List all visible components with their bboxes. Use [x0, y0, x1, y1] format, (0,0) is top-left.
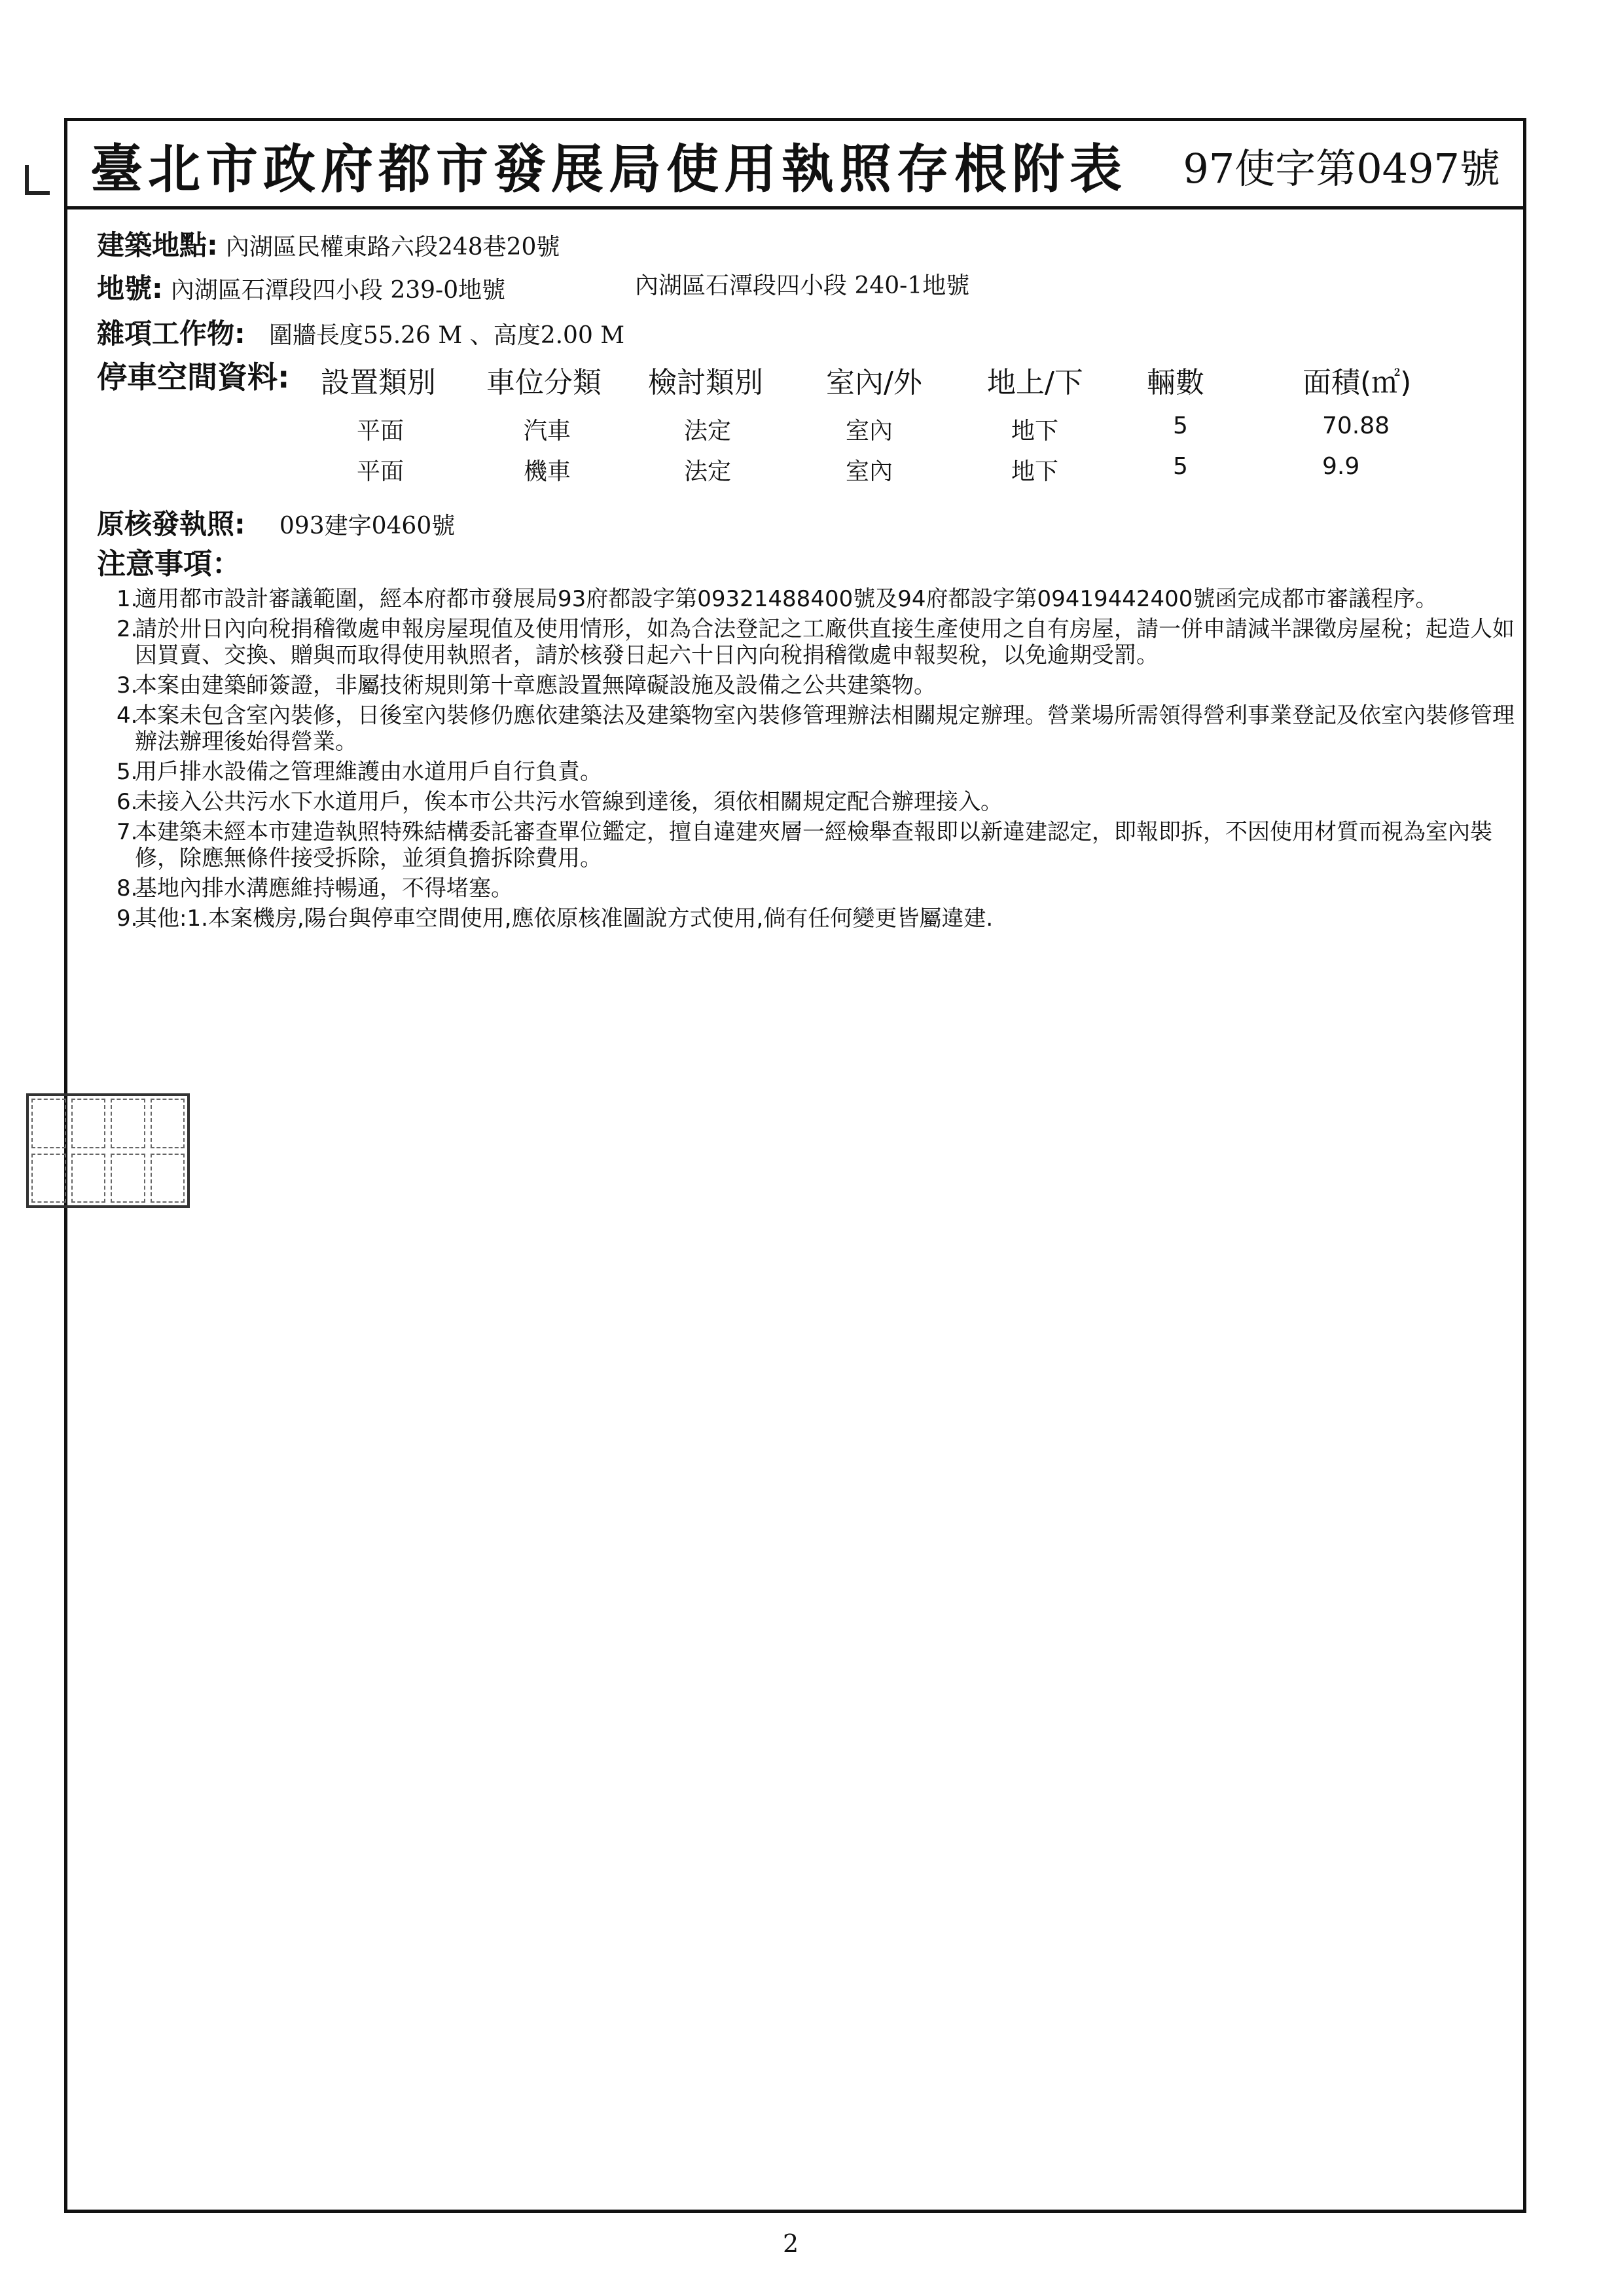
- note-text: 其他:1.本案機房,陽台與停車空間使用,應依原核准圖說方式使用,倘有任何變更皆屬違建.: [135, 905, 994, 932]
- note-text: 本建築未經本市建造執照特殊結構委託審查單位鑑定，擅自違建夾層一經檢舉查報即以新違建認定，即報即拆，不因使用材質而視為室內裝修，除應無條件接受拆除，並須負擔拆除費用。: [135, 819, 1492, 871]
- note-text: 未接入公共污水下水道用戶，俟本市公共污水管線到達後，須依相關規定配合辦理接入。: [135, 789, 1003, 815]
- parking-row-2-area: 9.9: [1322, 453, 1360, 480]
- note-item: 4. 本案未包含室內裝修，日後室內裝修仍應依建築法及建築物室內裝修管理辦法相關規定辦理。營業場所需領得營利事業登記及依室內裝修管理辦法辦理後始得營業。: [117, 702, 1517, 755]
- official-seal-stamp: [26, 1093, 190, 1208]
- parking-row-1-above-below: 地下: [1011, 418, 1059, 445]
- note-text: 適用都市設計審議範圍，經本府都市發展局93府都設字第09321488400號及94府都設字第09419442400號函完成都市審議程序。: [135, 586, 1438, 612]
- note-text: 用戶排水設備之管理維護由水道用戶自行負責。: [135, 759, 602, 785]
- parking-row-2-above-below: 地下: [1011, 458, 1059, 485]
- parking-row-2-count: 5: [1173, 453, 1188, 480]
- parking-row-2-indoor-outdoor: 室內: [846, 458, 893, 485]
- parking-row-1-setup-type: 平面: [357, 418, 404, 445]
- note-text: 本案未包含室內裝修，日後室內裝修仍應依建築法及建築物室內裝修管理辦法相關規定辦理。營業場所需領得營利事業登記及依室內裝修管理辦法辦理後始得營業。: [135, 702, 1515, 755]
- note-item: 1. 適用都市設計審議範圍，經本府都市發展局93府都設字第09321488400號及94府都設字第09419442400號函完成都市審議程序。: [117, 586, 1517, 612]
- permit-number: 97使字第0497號: [1183, 145, 1500, 192]
- parking-header-count: 輛數: [1147, 366, 1204, 399]
- margin-mark: [25, 165, 50, 195]
- parking-header-indoor-outdoor: 室內/外: [826, 366, 922, 399]
- parking-header-space-type: 車位分類: [486, 366, 602, 399]
- note-item: 7. 本建築未經本市建造執照特殊結構委託審查單位鑑定，擅自違建夾層一經檢舉查報即以新違建認定，即報即拆，不因使用材質而視為室內裝修，除應無條件接受拆除，並須負擔拆除費用。: [117, 819, 1517, 871]
- site-location-value: 內湖區民權東路六段248巷20號: [225, 234, 560, 261]
- misc-structure-value: 圍牆長度55.26 M 、高度2.00 M: [268, 322, 625, 349]
- misc-structure-label: 雜項工作物:: [97, 318, 245, 350]
- parking-header-area: 面積(㎡): [1303, 366, 1412, 399]
- misc-structure-row: [97, 312, 624, 352]
- page-frame: [64, 118, 1526, 2213]
- parking-label: 停車空間資料:: [97, 359, 290, 395]
- parking-label-wrap: [97, 354, 289, 397]
- parking-header-review-type: 檢討類別: [648, 366, 763, 399]
- note-item: 8. 基地內排水溝應維持暢通，不得堵塞。: [117, 875, 1517, 902]
- note-text: 基地內排水溝應維持暢通，不得堵塞。: [135, 875, 513, 902]
- parking-row-2-review-type: 法定: [684, 458, 732, 485]
- parking-row-1-space-type: 汽車: [524, 418, 571, 445]
- lot-number-label: 地號:: [97, 272, 163, 304]
- parking-header-setup-type: 設置類別: [321, 366, 436, 399]
- lot-number-value-1: 內湖區石潭段四小段 239-0地號: [170, 277, 506, 304]
- parking-row-1-review-type: 法定: [684, 418, 732, 445]
- parking-row-1-area: 70.88: [1322, 412, 1390, 439]
- original-license-row: [97, 503, 455, 542]
- document-header: [64, 118, 1526, 210]
- parking-header-above-below: 地上/下: [987, 366, 1083, 399]
- note-text: 本案由建築師簽證，非屬技術規則第十章應設置無障礙設施及設備之公共建築物。: [135, 672, 936, 699]
- site-location-label: 建築地點:: [97, 229, 218, 261]
- note-text: 請於卅日內向稅捐稽徵處申報房屋現值及使用情形，如為合法登記之工廠供直接生產使用之自有房屋，請一併申請減半課徵房屋稅；起造人如因買賣、交換、贈與而取得使用執照者，請於核發日起六十日內向稅捐稽徵處申報契稅，以免逾期受罰。: [135, 616, 1515, 668]
- note-item: 3. 本案由建築師簽證，非屬技術規則第十章應設置無障礙設施及設備之公共建築物。: [117, 672, 1517, 699]
- site-location-row: [97, 224, 560, 263]
- document-title: 臺北市政府都市發展局使用執照存根附表: [90, 138, 1127, 200]
- parking-row-1-indoor-outdoor: 室內: [846, 418, 893, 445]
- lot-number-value-2: 內湖區石潭段四小段 240-1地號: [635, 272, 970, 299]
- original-license-value: 093建字0460號: [279, 513, 456, 539]
- page-number: 2: [783, 2229, 799, 2258]
- original-license-label: 原核發執照:: [97, 508, 245, 540]
- parking-row-1-count: 5: [1173, 412, 1188, 439]
- lot-number-row: [97, 267, 970, 306]
- parking-row-2-setup-type: 平面: [357, 458, 404, 485]
- note-item: 9. 其他:1.本案機房,陽台與停車空間使用,應依原核准圖說方式使用,倘有任何變更皆屬違建.: [117, 905, 1517, 932]
- notes-list: [117, 586, 1517, 936]
- note-item: 2. 請於卅日內向稅捐稽徵處申報房屋現值及使用情形，如為合法登記之工廠供直接生產使用之自有房屋，請一併申請減半課徵房屋稅；起造人如因買賣、交換、贈與而取得使用執照者，請於核發日起六十日內向稅捐稽徵處申報契稅，以免逾期受罰。: [117, 616, 1517, 668]
- note-item: 5. 用戶排水設備之管理維護由水道用戶自行負責。: [117, 759, 1517, 785]
- parking-row-2-space-type: 機車: [524, 458, 571, 485]
- notes-title: 注意事項：: [97, 547, 241, 581]
- note-item: 6. 未接入公共污水下水道用戶，俟本市公共污水管線到達後，須依相關規定配合辦理接入。: [117, 789, 1517, 815]
